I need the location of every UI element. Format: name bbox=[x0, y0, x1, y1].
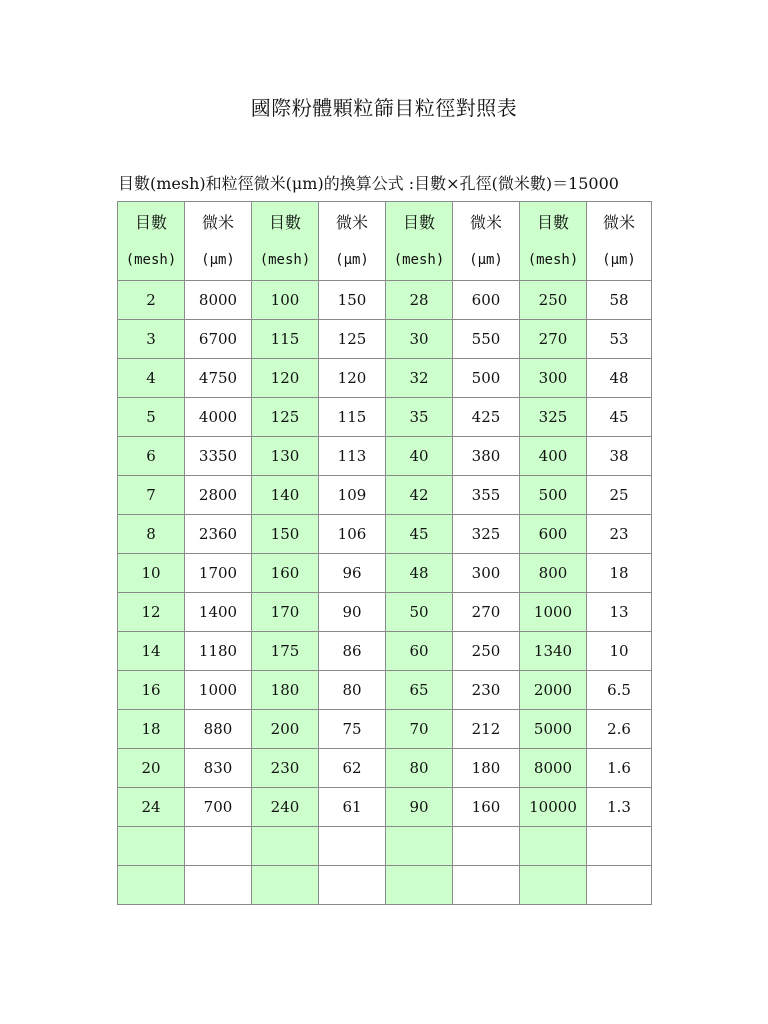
mesh-cell: 4 bbox=[118, 359, 185, 398]
micron-cell bbox=[185, 827, 252, 866]
mesh-cell: 5 bbox=[118, 398, 185, 437]
mesh-cell: 1340 bbox=[520, 632, 587, 671]
micron-cell: 2360 bbox=[185, 515, 252, 554]
conversion-formula: 目數(mesh)和粒徑微米(μm)的換算公式 :目數×孔徑(微米數)＝15000 bbox=[118, 174, 619, 193]
mesh-cell: 45 bbox=[386, 515, 453, 554]
mesh-cell: 3 bbox=[118, 320, 185, 359]
header-label: 微米 bbox=[469, 212, 502, 232]
mesh-cell: 24 bbox=[118, 788, 185, 827]
micron-cell bbox=[453, 827, 520, 866]
mesh-cell bbox=[118, 827, 185, 866]
micron-cell bbox=[319, 827, 386, 866]
mesh-cell: 80 bbox=[386, 749, 453, 788]
micron-cell: 23 bbox=[587, 515, 652, 554]
micron-cell: 325 bbox=[453, 515, 520, 554]
mesh-cell: 230 bbox=[252, 749, 319, 788]
table-row bbox=[118, 866, 652, 905]
micron-cell: 25 bbox=[587, 476, 652, 515]
mesh-cell bbox=[520, 827, 587, 866]
page-title: 國際粉體顆粒篩目粒徑對照表 bbox=[250, 96, 518, 120]
micron-cell: 355 bbox=[453, 476, 520, 515]
table-row bbox=[118, 398, 652, 437]
mesh-cell: 35 bbox=[386, 398, 453, 437]
micron-cell: 212 bbox=[453, 710, 520, 749]
micron-cell: 230 bbox=[453, 671, 520, 710]
mesh-cell: 150 bbox=[252, 515, 319, 554]
micron-cell: 1700 bbox=[185, 554, 252, 593]
mesh-cell: 48 bbox=[386, 554, 453, 593]
micron-cell: 1000 bbox=[185, 671, 252, 710]
mesh-cell: 18 bbox=[118, 710, 185, 749]
table-row bbox=[118, 320, 652, 359]
mesh-cell bbox=[386, 827, 453, 866]
mesh-cell: 20 bbox=[118, 749, 185, 788]
header-unit: (mesh) bbox=[125, 251, 177, 268]
micron-cell: 80 bbox=[319, 671, 386, 710]
table-row bbox=[118, 827, 652, 866]
micron-cell: 500 bbox=[453, 359, 520, 398]
mesh-cell bbox=[118, 866, 185, 905]
mesh-conversion-table bbox=[117, 201, 652, 905]
mesh-cell: 170 bbox=[252, 593, 319, 632]
micron-cell: 125 bbox=[319, 320, 386, 359]
micron-cell: 113 bbox=[319, 437, 386, 476]
micron-cell: 90 bbox=[319, 593, 386, 632]
mesh-cell: 125 bbox=[252, 398, 319, 437]
mesh-cell: 100 bbox=[252, 281, 319, 320]
mesh-cell: 10 bbox=[118, 554, 185, 593]
micron-cell: 4750 bbox=[185, 359, 252, 398]
mesh-cell: 115 bbox=[252, 320, 319, 359]
micron-cell: 1400 bbox=[185, 593, 252, 632]
mesh-cell: 70 bbox=[386, 710, 453, 749]
mesh-cell: 400 bbox=[520, 437, 587, 476]
micron-cell: 250 bbox=[453, 632, 520, 671]
header-label: 微米 bbox=[602, 212, 635, 232]
header-micron bbox=[185, 202, 252, 281]
header-micron bbox=[587, 202, 652, 281]
micron-cell: 150 bbox=[319, 281, 386, 320]
micron-cell: 109 bbox=[319, 476, 386, 515]
mesh-cell: 2000 bbox=[520, 671, 587, 710]
mesh-cell: 8 bbox=[118, 515, 185, 554]
micron-cell: 1.6 bbox=[587, 749, 652, 788]
mesh-cell: 30 bbox=[386, 320, 453, 359]
header-label: 目數 bbox=[134, 212, 167, 232]
table-row bbox=[118, 437, 652, 476]
micron-cell: 86 bbox=[319, 632, 386, 671]
mesh-cell: 270 bbox=[520, 320, 587, 359]
mesh-cell: 180 bbox=[252, 671, 319, 710]
micron-cell: 75 bbox=[319, 710, 386, 749]
micron-cell: 38 bbox=[587, 437, 652, 476]
micron-cell: 6.5 bbox=[587, 671, 652, 710]
header-mesh bbox=[252, 202, 319, 281]
micron-cell: 425 bbox=[453, 398, 520, 437]
header-unit: (μm) bbox=[469, 251, 503, 268]
table-row bbox=[118, 281, 652, 320]
table-header-row bbox=[118, 202, 652, 281]
mesh-cell: 160 bbox=[252, 554, 319, 593]
micron-cell: 3350 bbox=[185, 437, 252, 476]
mesh-cell: 325 bbox=[520, 398, 587, 437]
mesh-cell: 7 bbox=[118, 476, 185, 515]
micron-cell: 10 bbox=[587, 632, 652, 671]
micron-cell: 830 bbox=[185, 749, 252, 788]
mesh-cell: 1000 bbox=[520, 593, 587, 632]
mesh-cell: 65 bbox=[386, 671, 453, 710]
mesh-cell: 2 bbox=[118, 281, 185, 320]
table-row bbox=[118, 476, 652, 515]
micron-cell bbox=[185, 866, 252, 905]
micron-cell: 550 bbox=[453, 320, 520, 359]
micron-cell: 2.6 bbox=[587, 710, 652, 749]
mesh-cell: 130 bbox=[252, 437, 319, 476]
micron-cell: 4000 bbox=[185, 398, 252, 437]
mesh-cell: 120 bbox=[252, 359, 319, 398]
micron-cell: 880 bbox=[185, 710, 252, 749]
table-row bbox=[118, 671, 652, 710]
header-micron bbox=[453, 202, 520, 281]
micron-cell: 45 bbox=[587, 398, 652, 437]
mesh-cell: 240 bbox=[252, 788, 319, 827]
mesh-cell bbox=[520, 866, 587, 905]
micron-cell: 600 bbox=[453, 281, 520, 320]
header-unit: (μm) bbox=[335, 251, 369, 268]
table-row bbox=[118, 788, 652, 827]
mesh-cell: 200 bbox=[252, 710, 319, 749]
table-row bbox=[118, 632, 652, 671]
table-row bbox=[118, 710, 652, 749]
header-unit: (mesh) bbox=[393, 251, 445, 268]
table-row bbox=[118, 593, 652, 632]
mesh-cell: 60 bbox=[386, 632, 453, 671]
mesh-cell: 800 bbox=[520, 554, 587, 593]
micron-cell: 1.3 bbox=[587, 788, 652, 827]
micron-cell: 18 bbox=[587, 554, 652, 593]
micron-cell: 58 bbox=[587, 281, 652, 320]
micron-cell: 300 bbox=[453, 554, 520, 593]
header-mesh bbox=[386, 202, 453, 281]
mesh-cell: 175 bbox=[252, 632, 319, 671]
mesh-cell: 12 bbox=[118, 593, 185, 632]
header-mesh bbox=[118, 202, 185, 281]
mesh-cell: 16 bbox=[118, 671, 185, 710]
mesh-cell: 500 bbox=[520, 476, 587, 515]
mesh-cell bbox=[386, 866, 453, 905]
micron-cell: 1180 bbox=[185, 632, 252, 671]
header-unit: (mesh) bbox=[527, 251, 579, 268]
mesh-cell: 50 bbox=[386, 593, 453, 632]
table-row bbox=[118, 359, 652, 398]
micron-cell bbox=[587, 866, 652, 905]
micron-cell: 96 bbox=[319, 554, 386, 593]
table-body bbox=[118, 202, 652, 905]
micron-cell: 8000 bbox=[185, 281, 252, 320]
header-label: 目數 bbox=[402, 212, 435, 232]
header-unit: (μm) bbox=[602, 251, 636, 268]
header-label: 目數 bbox=[268, 212, 301, 232]
header-label: 微米 bbox=[335, 212, 368, 232]
micron-cell: 380 bbox=[453, 437, 520, 476]
header-micron bbox=[319, 202, 386, 281]
micron-cell: 115 bbox=[319, 398, 386, 437]
micron-cell: 6700 bbox=[185, 320, 252, 359]
table-row bbox=[118, 515, 652, 554]
mesh-cell: 250 bbox=[520, 281, 587, 320]
micron-cell: 120 bbox=[319, 359, 386, 398]
table-row bbox=[118, 749, 652, 788]
mesh-cell bbox=[252, 866, 319, 905]
micron-cell: 48 bbox=[587, 359, 652, 398]
mesh-cell: 140 bbox=[252, 476, 319, 515]
mesh-cell: 28 bbox=[386, 281, 453, 320]
header-label: 微米 bbox=[201, 212, 234, 232]
mesh-cell: 40 bbox=[386, 437, 453, 476]
mesh-cell: 600 bbox=[520, 515, 587, 554]
header-mesh bbox=[520, 202, 587, 281]
mesh-cell: 32 bbox=[386, 359, 453, 398]
micron-cell: 160 bbox=[453, 788, 520, 827]
micron-cell: 106 bbox=[319, 515, 386, 554]
micron-cell: 61 bbox=[319, 788, 386, 827]
micron-cell: 62 bbox=[319, 749, 386, 788]
mesh-cell: 8000 bbox=[520, 749, 587, 788]
mesh-cell: 5000 bbox=[520, 710, 587, 749]
micron-cell: 13 bbox=[587, 593, 652, 632]
header-unit: (μm) bbox=[201, 251, 235, 268]
mesh-cell: 90 bbox=[386, 788, 453, 827]
micron-cell: 53 bbox=[587, 320, 652, 359]
micron-cell: 270 bbox=[453, 593, 520, 632]
mesh-cell bbox=[252, 827, 319, 866]
table-row bbox=[118, 554, 652, 593]
micron-cell: 700 bbox=[185, 788, 252, 827]
header-label: 目數 bbox=[536, 212, 569, 232]
micron-cell: 180 bbox=[453, 749, 520, 788]
header-unit: (mesh) bbox=[259, 251, 311, 268]
micron-cell: 2800 bbox=[185, 476, 252, 515]
mesh-cell: 300 bbox=[520, 359, 587, 398]
micron-cell bbox=[587, 827, 652, 866]
mesh-cell: 6 bbox=[118, 437, 185, 476]
mesh-cell: 10000 bbox=[520, 788, 587, 827]
micron-cell bbox=[319, 866, 386, 905]
mesh-cell: 42 bbox=[386, 476, 453, 515]
mesh-cell: 14 bbox=[118, 632, 185, 671]
micron-cell bbox=[453, 866, 520, 905]
